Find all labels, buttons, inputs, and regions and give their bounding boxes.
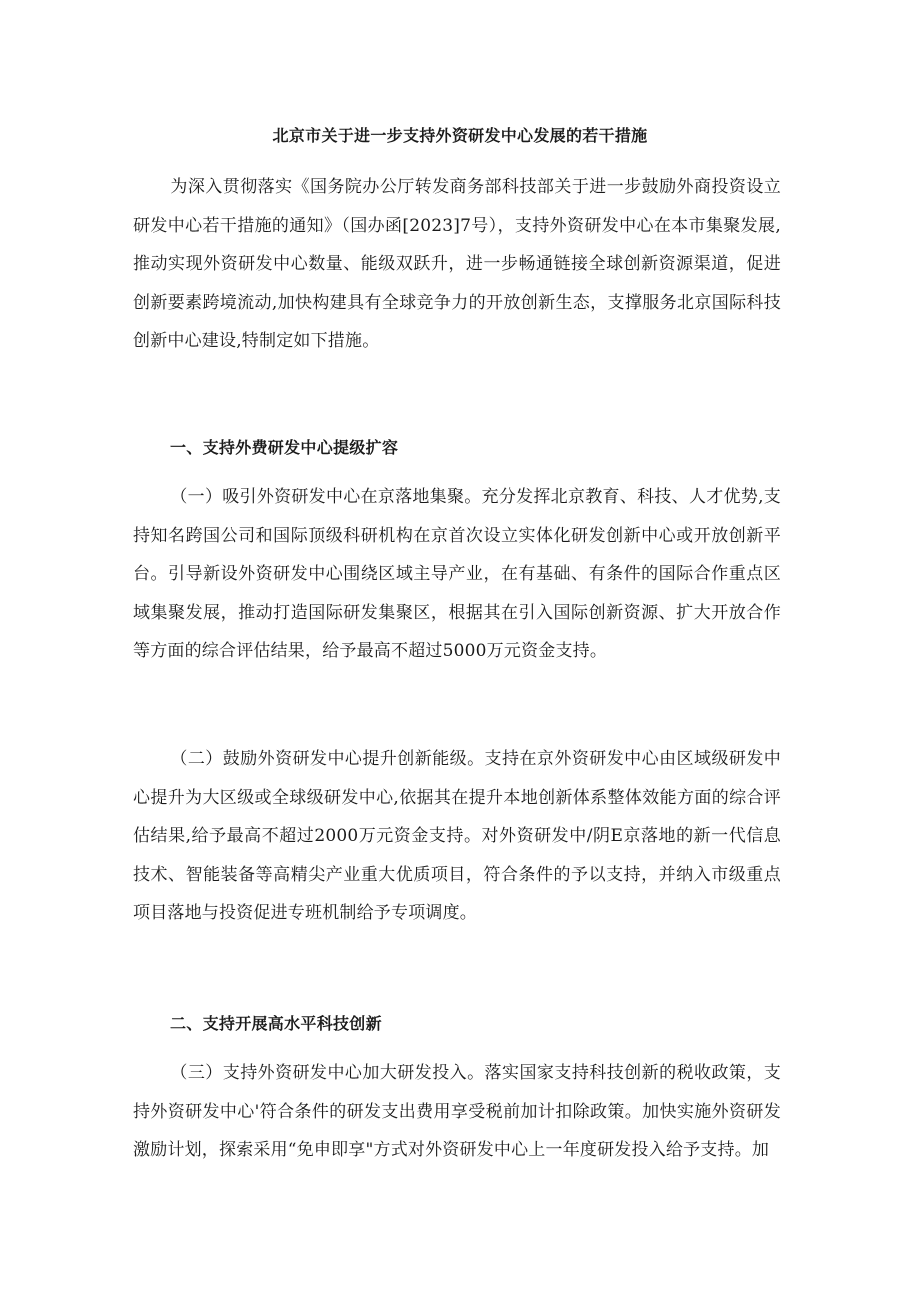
section-2-paragraph-1: （三）支持外资研发中心加大研发投入。落实国家支持科技创新的税收政策，支持外资研发中心'符合条件的研发支出费用享受税前加计扣除政策。加快实施外资研发激励计划，探索采用“免申即享"方式对外资研发中心上一年度研发投入给予支持。加 bbox=[133, 1063, 781, 1160]
section-heading-2: 二、支持开展高水平科技创新 bbox=[170, 1014, 382, 1033]
section-1-paragraph-2: （二）鼓励外资研发中心提升创新能级。支持在京外资研发中心由区域级研发中心提升为大区级或全球级研发中心,依据其在提升本地创新体系整体效能方面的综合评估结果,给予最高不超过2000万元资金支持。对外资研发中/阴E京落地的新一代信息技术、智能装备等高精尖产业重大优质项目，符合条件的予以支持，并纳入市级重点项目落地与投资促进专班机制给予专项调度。 bbox=[133, 749, 781, 923]
intro-paragraph: 为深入贯彻落实《国务院办公厅转发商务部科技部关于进一步鼓励外商投资设立研发中心若干措施的通知》（国办函[2023]7号），支持外资研发中心在本市集聚发展,推动实现外资研发中心数量、能级双跃升，进一步畅通链接全球创新资源渠道，促进创新要素跨境流动,加快构建具有全球竞争力的开放创新生态，支撑服务北京国际科技创新中心建设,特制定如下措施。 bbox=[133, 177, 781, 351]
section-1-paragraph-1: （一）吸引外资研发中心在京落地集聚。充分发挥北京教育、科技、人才优势,支持知名跨国公司和国际顶级科研机构在京首次设立实体化研发创新中心或开放创新平台。引导新设外资研发中心围绕区域主导产业，在有基础、有条件的国际合作重点区域集聚发展，推动打造国际研发集聚区，根据其在引入国际创新资源、扩大开放合作等方面的综合评估结果，给予最高不超过5000万元资金支持。 bbox=[133, 487, 781, 661]
section-heading-1: 一、支持外费研发中心提级扩容 bbox=[170, 438, 399, 457]
document-title: 北京市关于进一步支持外资研发中心发展的若干措施 bbox=[272, 126, 648, 145]
